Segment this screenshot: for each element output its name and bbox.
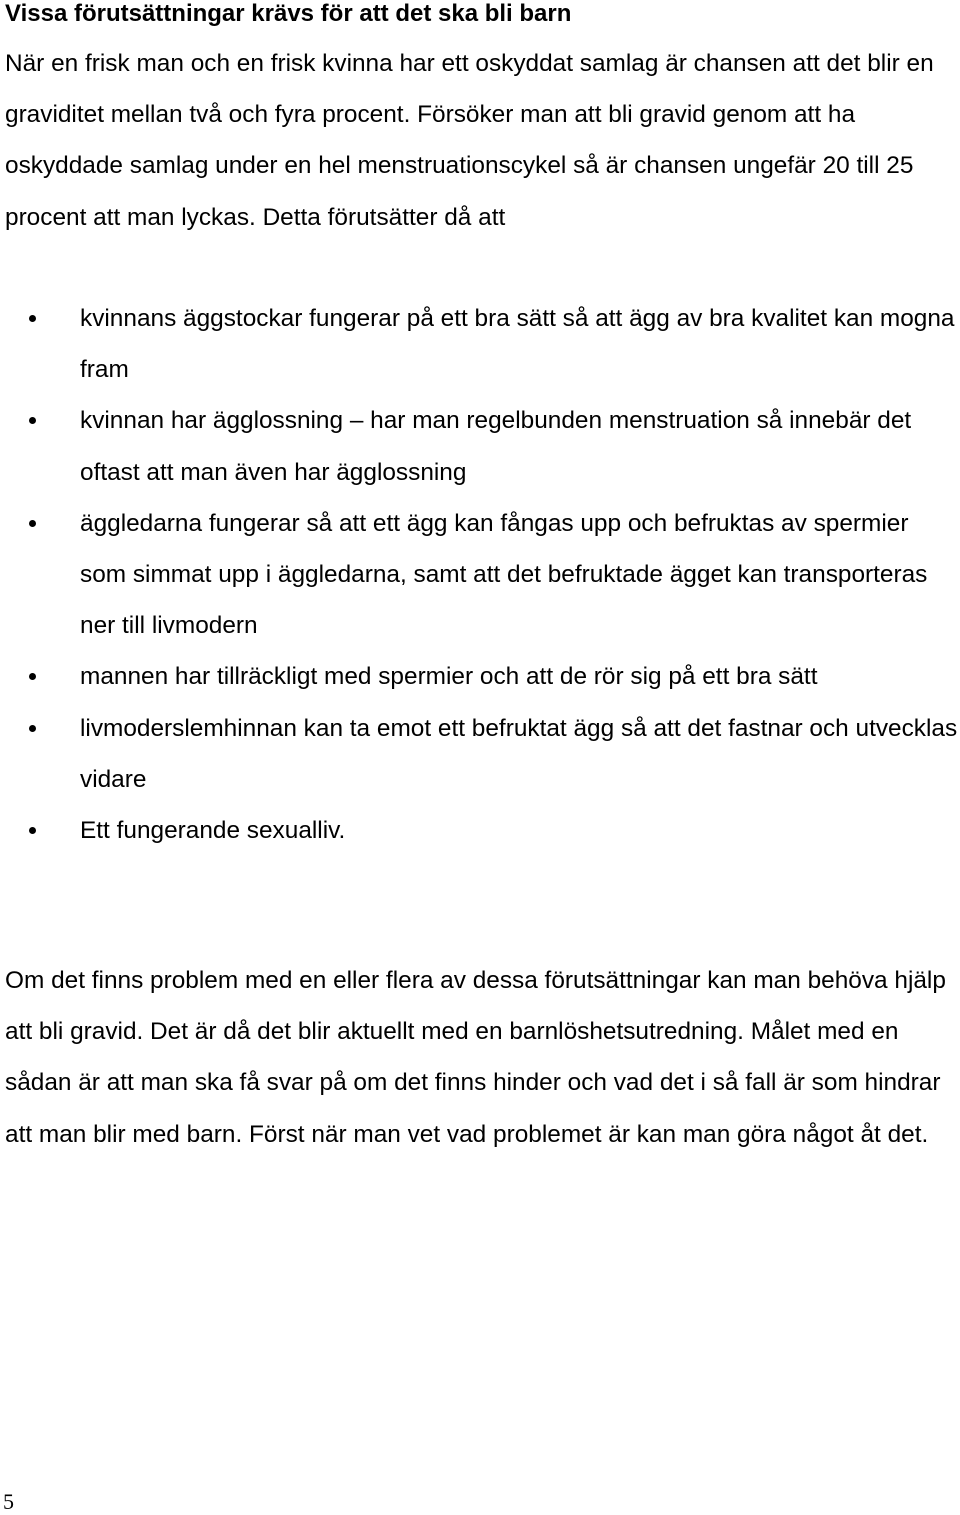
bullet-icon [29, 827, 36, 834]
list-item [0, 395, 960, 497]
bullet-icon [29, 315, 36, 322]
list-item-text: Ett fungerande sexualliv. [80, 817, 346, 845]
list-item-text: äggledarna fungerar så att ett ägg kan fångas upp och befruktas av spermier som simmat upp i äggledarna, samt att det befruktade ägget kan transporteras ner till livmodern [80, 509, 928, 640]
prerequisites-list [0, 293, 960, 856]
list-item-text: livmoderslemhinnan kan ta emot ett befruktat ägg så att det fastnar och utvecklas vidare [80, 714, 958, 793]
list-item [0, 805, 960, 856]
bullet-icon [29, 725, 36, 732]
list-item [0, 651, 960, 702]
closing-paragraph: Om det finns problem med en eller flera av dessa förutsättningar kan man behöva hjälp att bli gravid. Det är då det blir aktuellt med en barnlöshetsutredning. Målet med en sådan är att man ska få svar på om det finns hinder och vad det i så fall är som hindrar att man blir med barn. Först när man vet vad problemet är kan man göra något åt det. [5, 967, 946, 1148]
bullet-icon [29, 417, 36, 424]
list-item [0, 498, 960, 652]
list-item-text: kvinnans äggstockar fungerar på ett bra sätt så att ägg av bra kvalitet kan mogna fram [80, 305, 955, 384]
bullet-icon [29, 520, 36, 527]
section-heading: Vissa förutsättningar krävs för att det ska bli barn [5, 0, 572, 27]
page-number: 5 [3, 1489, 14, 1514]
list-item [0, 703, 960, 805]
bullet-icon [29, 673, 36, 680]
intro-paragraph: När en frisk man och en frisk kvinna har ett oskyddat samlag är chansen att det blir en graviditet mellan två och fyra procent. Försöker man att bli gravid genom att ha oskyddade samlag under en hel menstruationscykel så är chansen ungefär 20 till 25 procent att man lyckas. Detta förutsätter då att [5, 50, 934, 231]
list-item-text: kvinnan har ägglossning – har man regelbunden menstruation så innebär det oftast att man även har ägglossning [80, 407, 912, 486]
list-item [0, 293, 960, 395]
list-item-text: mannen har tillräckligt med spermier och att de rör sig på ett bra sätt [80, 663, 818, 691]
